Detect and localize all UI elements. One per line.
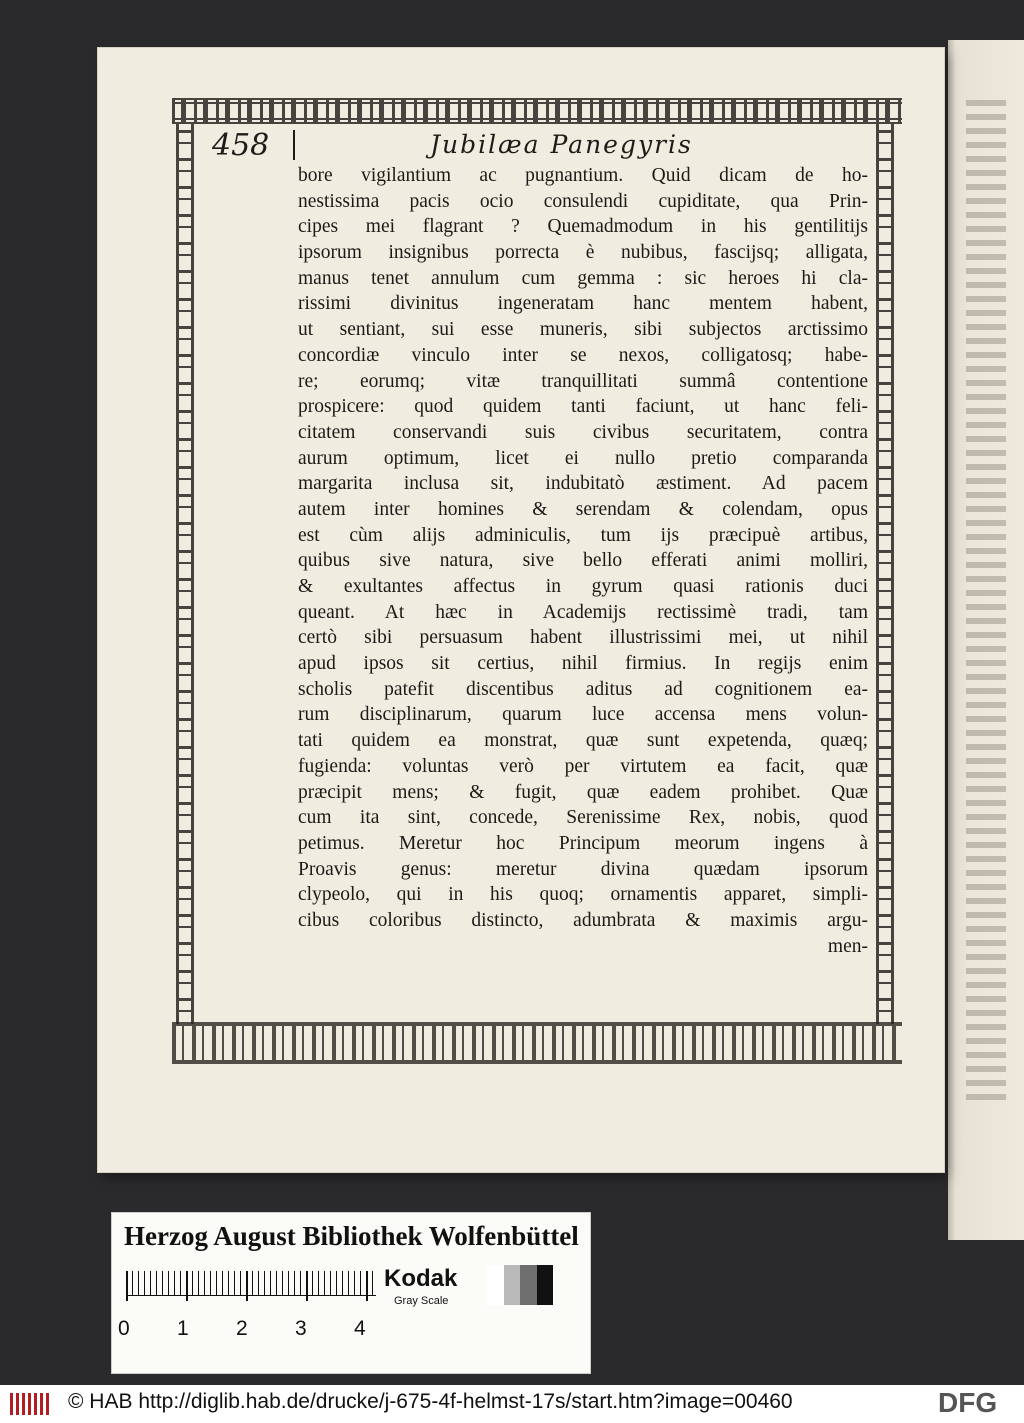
hab-logo-icon	[10, 1393, 50, 1415]
text-line: quibus sive natura, sive bello efferati animi molliri,	[298, 550, 868, 572]
scale-ruler	[126, 1271, 376, 1311]
text-line: cibus coloribus distincto, adumbrata & maximis argu-	[298, 909, 868, 931]
gray-scale-patches	[487, 1265, 553, 1305]
facing-page-edge	[948, 40, 1024, 1240]
text-line: Proavis genus: meretur divina quædam ipsorum	[298, 858, 868, 880]
gray-patch	[504, 1265, 521, 1305]
gray-patch	[487, 1265, 504, 1305]
body-text	[298, 163, 868, 959]
library-name: Herzog August Bibliothek Wolfenbüttel	[124, 1221, 579, 1251]
gray-scale-label: Gray Scale	[394, 1295, 449, 1307]
text-line: scholis patefit discentibus aditus ad cognitionem ea-	[298, 678, 868, 700]
footer-citation[interactable]: © HAB http://diglib.hab.de/drucke/j-675-4f-helmst-17s/start.htm?image=00460	[68, 1390, 793, 1413]
facing-page-border	[966, 100, 1006, 1100]
kodak-logo: Kodak	[384, 1265, 458, 1292]
ornament-border-bottom	[172, 1022, 902, 1064]
text-line: clypeolo, qui in his quoq; ornamentis apparet, simpli-	[298, 884, 868, 906]
ruler-number: 1	[177, 1317, 189, 1340]
text-line: bore vigilantium ac pugnantium. Quid dicam de ho-	[298, 165, 868, 186]
text-line: nestissima pacis ocio consulendi cupiditate, qua Prin-	[298, 190, 868, 212]
text-line: manus tenet annulum cum gemma : sic heroes hi cla-	[298, 267, 868, 289]
ruler-major-ticks	[126, 1271, 376, 1301]
ruler-number: 3	[295, 1317, 307, 1340]
text-line: citatem conservandi suis civibus securitatem, contra	[298, 421, 868, 443]
ornament-border-left	[176, 124, 194, 1024]
header-rule	[293, 130, 295, 160]
text-line: men-	[827, 935, 868, 957]
text-line: queant. At hæc in Academijs rectissimè tradi, tam	[298, 601, 868, 623]
page-number: 458	[212, 128, 270, 163]
text-line: cum ita sint, concede, Serenissime Rex, nobis, quod	[298, 807, 868, 829]
text-line: apud ipsos sit certius, nihil firmius. In regijs enim	[298, 653, 868, 675]
ornament-border-top	[172, 98, 902, 124]
library-label	[111, 1212, 591, 1374]
footer-bar	[0, 1385, 1024, 1423]
ornament-border-right	[876, 124, 894, 1024]
text-line: tati quidem ea monstrat, quæ sunt expetenda, quæq;	[298, 730, 868, 752]
dfg-logo: DFG	[938, 1387, 998, 1418]
text-line: margarita inclusa sit, indubitatò æstiment. Ad pacem	[298, 473, 868, 495]
text-line: est cùm alijs adminiculis, tum ijs præcipuè artibus,	[298, 524, 868, 546]
text-line: & exultantes affectus in gyrum quasi rationis duci	[298, 576, 868, 597]
text-line: aurum optimum, licet ei nullo pretio comparanda	[298, 447, 868, 469]
text-line: petimus. Meretur hoc Principum meorum ingens à	[298, 832, 868, 854]
text-line: cipes mei flagrant ? Quemadmodum in his gentilitijs	[298, 216, 868, 238]
text-line: re; eorumq; vitæ tranquillitati summâ contentione	[298, 370, 868, 392]
text-line: rum disciplinarum, quarum luce accensa mens volun-	[298, 704, 868, 726]
ruler-number: 2	[236, 1317, 248, 1340]
text-line: fugienda: voluntas verò per virtutem ea facit, quæ	[298, 755, 868, 777]
text-line: certò sibi persuasum habent illustrissimi mei, ut nihil	[298, 627, 868, 649]
ruler-number: 0	[118, 1317, 130, 1340]
ruler-number: 4	[354, 1317, 366, 1340]
text-line: præcipit mens; & fugit, quæ eadem prohibet. Quæ	[298, 781, 868, 803]
gray-patch	[537, 1265, 554, 1305]
gray-patch	[520, 1265, 537, 1305]
text-line: prospicere: quod quidem tanti faciunt, ut hanc feli-	[298, 396, 868, 418]
text-line: rissimi divinitus ingeneratam hanc mentem habent,	[298, 293, 868, 315]
text-line: ut sentiant, sui esse muneris, sibi subjectos arctissimo	[298, 319, 868, 341]
text-line: ipsorum insignibus porrecta è nubibus, fascijsq; alligata,	[298, 242, 868, 264]
text-line: concordiæ vinculo inter se nexos, colligatosq; habe-	[298, 344, 868, 366]
running-header: Jubilæa Panegyris	[430, 130, 693, 159]
text-line: autem inter homines & serendam & colendam, opus	[298, 498, 868, 520]
